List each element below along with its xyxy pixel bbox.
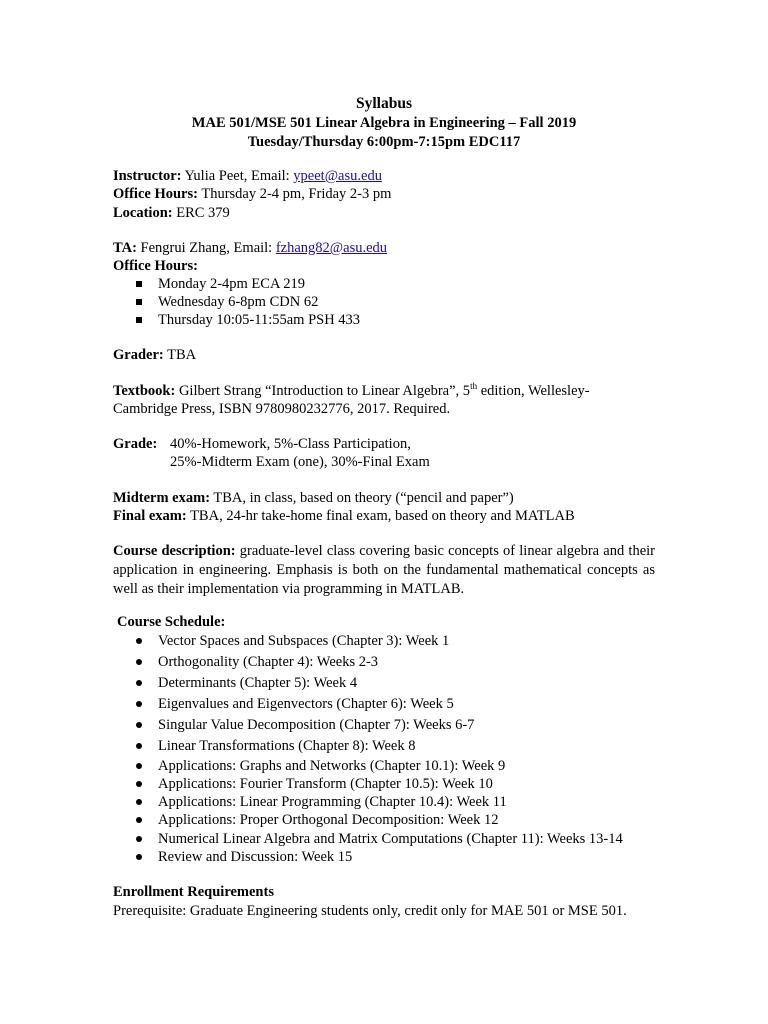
grade-line-2: 25%-Midterm Exam (one), 30%-Final Exam (170, 454, 430, 470)
grader-line: Grader: TBA (113, 347, 197, 363)
course-schedule-label: Course Schedule: (117, 614, 226, 630)
bullet-dot-icon (136, 854, 142, 860)
final-exam-line: Final exam: TBA, 24-hr take-home final exam, based on theory and MATLAB (113, 508, 575, 524)
list-item: Applications: Fourier Transform (Chapter 10.5): Week 10 (136, 775, 696, 793)
ta-line: TA: Fengrui Zhang, Email: fzhang82@asu.edu (113, 240, 388, 256)
midterm-exam-line: Midterm exam: TBA, in class, based on theory (“pencil and paper”) (113, 490, 514, 506)
bullet-dot-icon (136, 781, 142, 787)
enrollment-text: Prerequisite: Graduate Engineering students only, credit only for MAE 501 or MSE 501. (113, 903, 627, 919)
bullet-dot-icon (136, 722, 142, 728)
list-item: Linear Transformations (Chapter 8): Week 8 (136, 737, 696, 755)
list-item: Vector Spaces and Subspaces (Chapter 3): Week 1 (136, 632, 696, 650)
bullet-square-icon (136, 317, 142, 323)
bullet-dot-icon (136, 680, 142, 686)
list-item: Applications: Proper Orthogonal Decomposition: Week 12 (136, 811, 696, 829)
class-schedule: Tuesday/Thursday 6:00pm-7:15pm EDC117 (247, 134, 521, 150)
grade-label: Grade: (113, 436, 158, 452)
bullet-square-icon (136, 281, 142, 287)
instructor-office-hours: Office Hours: Thursday 2-4 pm, Friday 2-3 pm (113, 186, 392, 202)
list-item: Wednesday 6-8pm CDN 62 (136, 293, 696, 311)
list-item: Singular Value Decomposition (Chapter 7): Weeks 6-7 (136, 716, 696, 734)
ta-label: TA: (113, 240, 137, 256)
course-description: Course description: graduate-level class covering basic concepts of linear algebra and their application in engineering. Emphasis is both on the fundamental mathematical concepts as well as their implementation via programming in MATLAB. (113, 543, 655, 597)
textbook-line-1: Textbook: Gilbert Strang “Introduction to Linear Algebra”, 5th edition, Wellesley- (113, 381, 590, 399)
textbook-line-2: Cambridge Press, ISBN 9780980232776, 2017. Required. (113, 401, 451, 417)
instructor-location: Location: ERC 379 (113, 205, 230, 221)
ta-email-link[interactable]: fzhang82@asu.edu (275, 240, 388, 256)
instructor-label: Instructor: (113, 168, 182, 184)
bullet-dot-icon (136, 743, 142, 749)
list-item: Monday 2-4pm ECA 219 (136, 275, 696, 293)
grade-line-1: 40%-Homework, 5%-Class Participation, (170, 436, 411, 452)
bullet-square-icon (136, 299, 142, 305)
list-item: Numerical Linear Algebra and Matrix Computations (Chapter 11): Weeks 13-14 (136, 830, 696, 848)
bullet-dot-icon (136, 817, 142, 823)
enrollment-label: Enrollment Requirements (113, 884, 274, 900)
page-title: Syllabus (355, 95, 412, 112)
list-item: Applications: Graphs and Networks (Chapter 10.1): Week 9 (136, 757, 696, 775)
list-item: Orthogonality (Chapter 4): Weeks 2-3 (136, 653, 696, 671)
bullet-dot-icon (136, 799, 142, 805)
instructor-email-link[interactable]: ypeet@asu.edu (293, 168, 382, 184)
bullet-dot-icon (136, 659, 142, 665)
bullet-dot-icon (136, 701, 142, 707)
bullet-dot-icon (136, 836, 142, 842)
list-item: Determinants (Chapter 5): Week 4 (136, 674, 696, 692)
list-item: Review and Discussion: Week 15 (136, 848, 696, 866)
instructor-line: Instructor: Yulia Peet, Email: ypeet@asu.edu (113, 168, 382, 184)
bullet-dot-icon (136, 763, 142, 769)
bullet-dot-icon (136, 638, 142, 644)
list-item: Applications: Linear Programming (Chapter 10.4): Week 11 (136, 793, 696, 811)
course-title: MAE 501/MSE 501 Linear Algebra in Engineering – Fall 2019 (191, 115, 577, 131)
list-item: Eigenvalues and Eigenvectors (Chapter 6): Week 5 (136, 695, 696, 713)
ta-office-hours-label: Office Hours: (113, 258, 198, 274)
list-item: Thursday 10:05-11:55am PSH 433 (136, 311, 696, 329)
